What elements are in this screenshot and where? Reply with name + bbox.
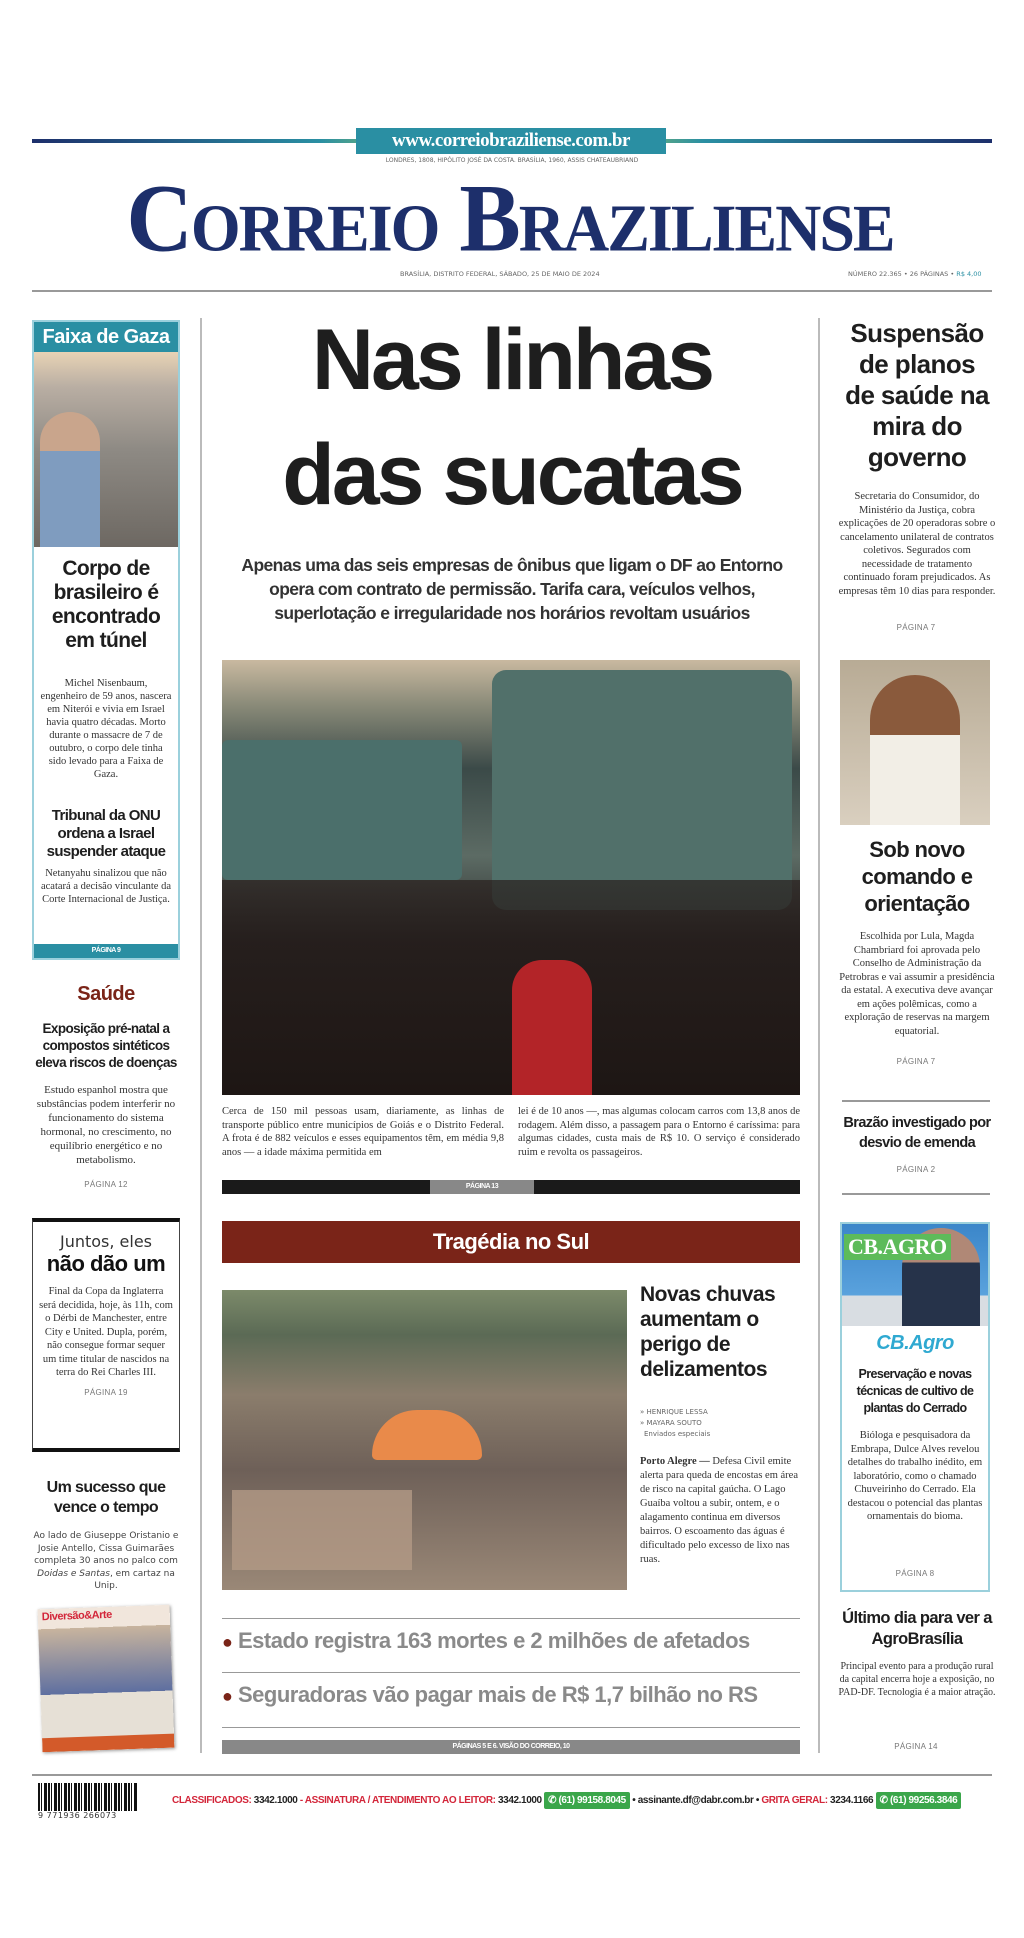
petrobras-headline[interactable]: Sob novo comando e orientação xyxy=(861,837,973,916)
whatsapp-button-1[interactable] xyxy=(544,1792,630,1809)
main-headline-line-1[interactable]: Nas linhas xyxy=(311,312,713,408)
gaza-tag: Faixa de Gaza xyxy=(34,322,178,352)
email[interactable]: • assinante.df@dabr.com.br • xyxy=(632,1795,759,1806)
whatsapp-icon: ✆ xyxy=(548,1795,557,1806)
tragedia-headline[interactable]: Novas chuvas aumentam o perigo de delizamentos xyxy=(640,1283,776,1381)
whatsapp-button-2[interactable] xyxy=(876,1792,962,1809)
diversao-arte-cover[interactable] xyxy=(38,1605,175,1753)
classificados-phone[interactable]: 3342.1000 xyxy=(253,1795,298,1806)
teatro-body-pre: Ao lado de Giuseppe Oristanio e Josie Antello, Cissa Guimarães completa 30 anos no palco com xyxy=(33,1531,179,1566)
gaza-page-bar[interactable]: PÁGINA 9 xyxy=(34,944,178,958)
cb-agro-tv-logo: CB.AGRO xyxy=(844,1234,951,1260)
futebol-body: Final da Copa da Inglaterra será decidida, hoje, às 11h, com o Dérbi de Manchester, entre City e United. Dupla, porém, não consegue formar sequer um time titular de nascidos na terra do Rei Charles III. xyxy=(39,1286,173,1378)
tragedia-lead: Porto Alegre — xyxy=(640,1456,710,1467)
column-divider-left xyxy=(200,318,202,1753)
futebol-page: PÁGINA 19 xyxy=(84,1387,128,1397)
gaza-headline[interactable]: Corpo de brasileiro é encontrado em túnel xyxy=(51,557,161,652)
teatro-play-title: Doidas e Santas xyxy=(37,1568,110,1579)
tragedia-banner: Tragédia no Sul xyxy=(222,1221,800,1263)
planos-page: PÁGINA 7 xyxy=(896,623,936,632)
saude-headline[interactable]: Exposição pré-natal a compostos sintéticos eleva riscos de doenças xyxy=(35,1021,177,1070)
person-figure xyxy=(40,412,100,547)
assinatura-phone[interactable]: 3342.1000 xyxy=(498,1795,542,1806)
bullets-rule-bottom xyxy=(222,1727,800,1728)
tragedia-page-bar[interactable]: PÁGINAS 5 E 6. VISÃO DO CORREIO, 10 xyxy=(222,1740,800,1754)
bus-photo[interactable] xyxy=(222,660,800,1095)
main-deck: Apenas uma das seis empresas de ônibus que ligam o DF ao Entorno opera com contrato de permissão. Tarifa cara, veículos velhos, superlotação e irregularidade nos horários revoltam usuários xyxy=(241,555,783,623)
teatro-body-post: , em cartaz na Unip. xyxy=(94,1568,175,1591)
crowd xyxy=(222,880,800,1095)
newspaper-logo: Correio Braziliense xyxy=(126,164,894,272)
footer-rule xyxy=(32,1774,992,1776)
author-2: » MAYARA SOUTO xyxy=(640,1419,702,1427)
main-page-label: PÁGINA 13 xyxy=(430,1180,534,1194)
edition-number: NÚMERO 22.365 • 26 PÁGINAS • xyxy=(848,270,955,278)
brazao-headline[interactable]: Brazão investigado por desvio de emenda xyxy=(843,1115,991,1151)
price: R$ 4,00 xyxy=(956,270,982,278)
bullet-dot-icon: ● xyxy=(222,1632,233,1652)
bus-right xyxy=(492,670,792,910)
classificados-label: CLASSIFICADOS: xyxy=(172,1795,252,1806)
website-url[interactable]: www.correiobraziliense.com.br xyxy=(356,128,666,154)
futebol-kicker: Juntos, eles xyxy=(59,1232,153,1251)
whatsapp-icon: ✆ xyxy=(879,1795,888,1806)
main-body-col-2: lei é de 10 anos —, mas algumas colocam carros com 13,8 anos de rodagem. Além disso, a passagem para o Entorno é caríssima: para algumas cidades, custa mais de R$ 10. O serviço é considerado ruim e revolta os passageiros. xyxy=(518,1106,800,1158)
bullets-rule-top xyxy=(222,1618,800,1619)
planos-headline[interactable]: Suspensão de planos de saúde na mira do governo xyxy=(845,318,989,472)
person-figure xyxy=(870,675,960,825)
saude-body: Estudo espanhol mostra que substâncias podem interferir no funcionamento do sistema hormonal, no crescimento, no equilíbrio energético e no metabolismo. xyxy=(36,1084,176,1166)
magda-photo[interactable] xyxy=(840,660,990,825)
barcode-bars xyxy=(38,1783,138,1811)
whatsapp-number-1: (61) 99158.8045 xyxy=(558,1795,626,1806)
agrobrasilia-page: PÁGINA 14 xyxy=(894,1742,938,1751)
tribunal-body: Netanyahu sinalizou que não acatará a decisão vinculante da Corte Internacional de Justiça. xyxy=(40,868,171,905)
tragedia-authors xyxy=(640,1407,800,1440)
tragedia-body xyxy=(640,1455,800,1567)
tribunal-headline[interactable]: Tribunal da ONU ordena a Israel suspender ataque xyxy=(46,807,166,860)
founders-line: LONDRES, 1808, HIPÓLITO JOSÉ DA COSTA. BRASÍLIA, 1960, ASSIS CHATEAUBRIAND xyxy=(385,157,639,164)
author-1: » HENRIQUE LESSA xyxy=(640,1408,708,1416)
futebol-box[interactable] xyxy=(32,1218,180,1452)
bus-left xyxy=(222,740,462,880)
bullet-text-2: Seguradoras vão pagar mais de R$ 1,7 bilhão no RS xyxy=(238,1682,758,1707)
saude-page: PÁGINA 12 xyxy=(84,1180,128,1189)
cover-title: Diversão&Arte xyxy=(41,1608,112,1624)
barcode xyxy=(38,1783,138,1823)
debris xyxy=(232,1490,412,1570)
bullet-dot-icon: ● xyxy=(222,1686,233,1706)
saude-tag: Saúde xyxy=(77,983,135,1005)
main-headline-line-2[interactable]: das sucatas xyxy=(282,427,742,523)
gaza-box[interactable] xyxy=(32,320,180,960)
agro-page: PÁGINA 8 xyxy=(895,1569,935,1578)
planos-body: Secretaria do Consumidor, do Ministério da Justiça, cobra explicações de 20 operadoras sobre o cancelamento unilateral de contratos coletivos. Segurados com necessidade de tratamento continuado foram prejudicados. As empresas têm 10 dias para responder. xyxy=(838,491,996,597)
grita-label: GRITA GERAL: xyxy=(761,1795,828,1806)
agrobrasilia-headline[interactable]: Último dia para ver a AgroBrasília xyxy=(842,1609,992,1648)
main-page-bar[interactable] xyxy=(222,1180,800,1194)
main-body-col-1: Cerca de 150 mil pessoas usam, diariamente, as linhas de transporte público entre municípios de Goiás e o Distrito Federal. A frota é de 882 veículos e esses equipamentos têm, em média 9,8 anos — a idade máxima permitida em xyxy=(222,1106,504,1158)
bullet-text-1: Estado registra 163 mortes e 2 milhões de afetados xyxy=(238,1628,750,1653)
masthead-rule xyxy=(32,290,992,292)
tragedia-text: Defesa Civil emite alerta para queda de encostas em área de risco na capital gaúcha. O Lago Guaíba voltou a subir, ontem, e o alagamento continua em diversos bairros. O escoamento das águas é dificultado pelo excesso de lixo nas ruas. xyxy=(640,1456,798,1565)
teatro-body xyxy=(30,1530,182,1593)
agro-tag: CB.Agro xyxy=(876,1332,954,1354)
right-rule-2 xyxy=(842,1193,990,1195)
cover-footer-band xyxy=(42,1734,174,1753)
futebol-headline: não dão um xyxy=(46,1251,166,1276)
agro-headline: Preservação e novas técnicas de cultivo de plantas do Cerrado xyxy=(856,1367,974,1415)
teatro-headline[interactable]: Um sucesso que vence o tempo xyxy=(46,1479,166,1516)
gaza-body: Michel Nisenbaum, engenheiro de 59 anos, nascera em Niterói e vivia em Israel havia quatro décadas. Morto durante o massacre de 7 de outubro, o corpo dele tinha sido levado para a Faixa de Gaza. xyxy=(40,678,172,780)
brazao-page: PÁGINA 2 xyxy=(896,1165,936,1174)
agro-photo xyxy=(842,1224,988,1326)
agro-body: Bióloga e pesquisadora da Embrapa, Dulce Alves revelou detalhes do trabalho inédito, em laboratório, como o chamado Chuveirinho do Cerrado. Ela destacou o potencial das plantas ornamentais do bioma. xyxy=(847,1430,983,1522)
assinatura-label: - ASSINATURA / ATENDIMENTO AO LEITOR: xyxy=(299,1795,496,1806)
bullet-item-1[interactable] xyxy=(222,1628,800,1654)
contact-line xyxy=(172,1791,961,1811)
bullets-rule-mid xyxy=(222,1672,800,1673)
whatsapp-number-2: (61) 99256.3846 xyxy=(889,1795,958,1806)
flood-photo[interactable] xyxy=(222,1290,627,1590)
bullet-item-2[interactable] xyxy=(222,1682,800,1708)
petrobras-body: Escolhida por Lula, Magda Chambriard foi aprovada pelo Conselho de Administração da Petrobras e vai assumir a presidência da estatal. A executiva deve avançar em ações polêmicas, como a exploração de reservas na margem equatorial. xyxy=(839,931,995,1037)
umbrella xyxy=(372,1410,482,1460)
red-shirt xyxy=(512,960,592,1095)
agro-box[interactable] xyxy=(840,1222,990,1592)
grita-phone[interactable]: 3234.1166 xyxy=(830,1795,874,1806)
agrobrasilia-body: Principal evento para a produção rural da capital encerra hoje a exposição, no PAD-DF. Tecnologia é a maior atração. xyxy=(838,1661,996,1698)
petrobras-page: PÁGINA 7 xyxy=(896,1057,936,1066)
right-rule-1 xyxy=(842,1100,990,1102)
column-divider-right xyxy=(818,318,820,1753)
barcode-number: 9 771936 266073 xyxy=(38,1811,117,1820)
edition-info xyxy=(848,270,982,278)
authors-role: Enviados especiais xyxy=(644,1430,711,1438)
gaza-photo xyxy=(34,352,178,547)
dateline: BRASÍLIA, DISTRITO FEDERAL, SÁBADO, 25 DE MAIO DE 2024 xyxy=(400,270,600,278)
